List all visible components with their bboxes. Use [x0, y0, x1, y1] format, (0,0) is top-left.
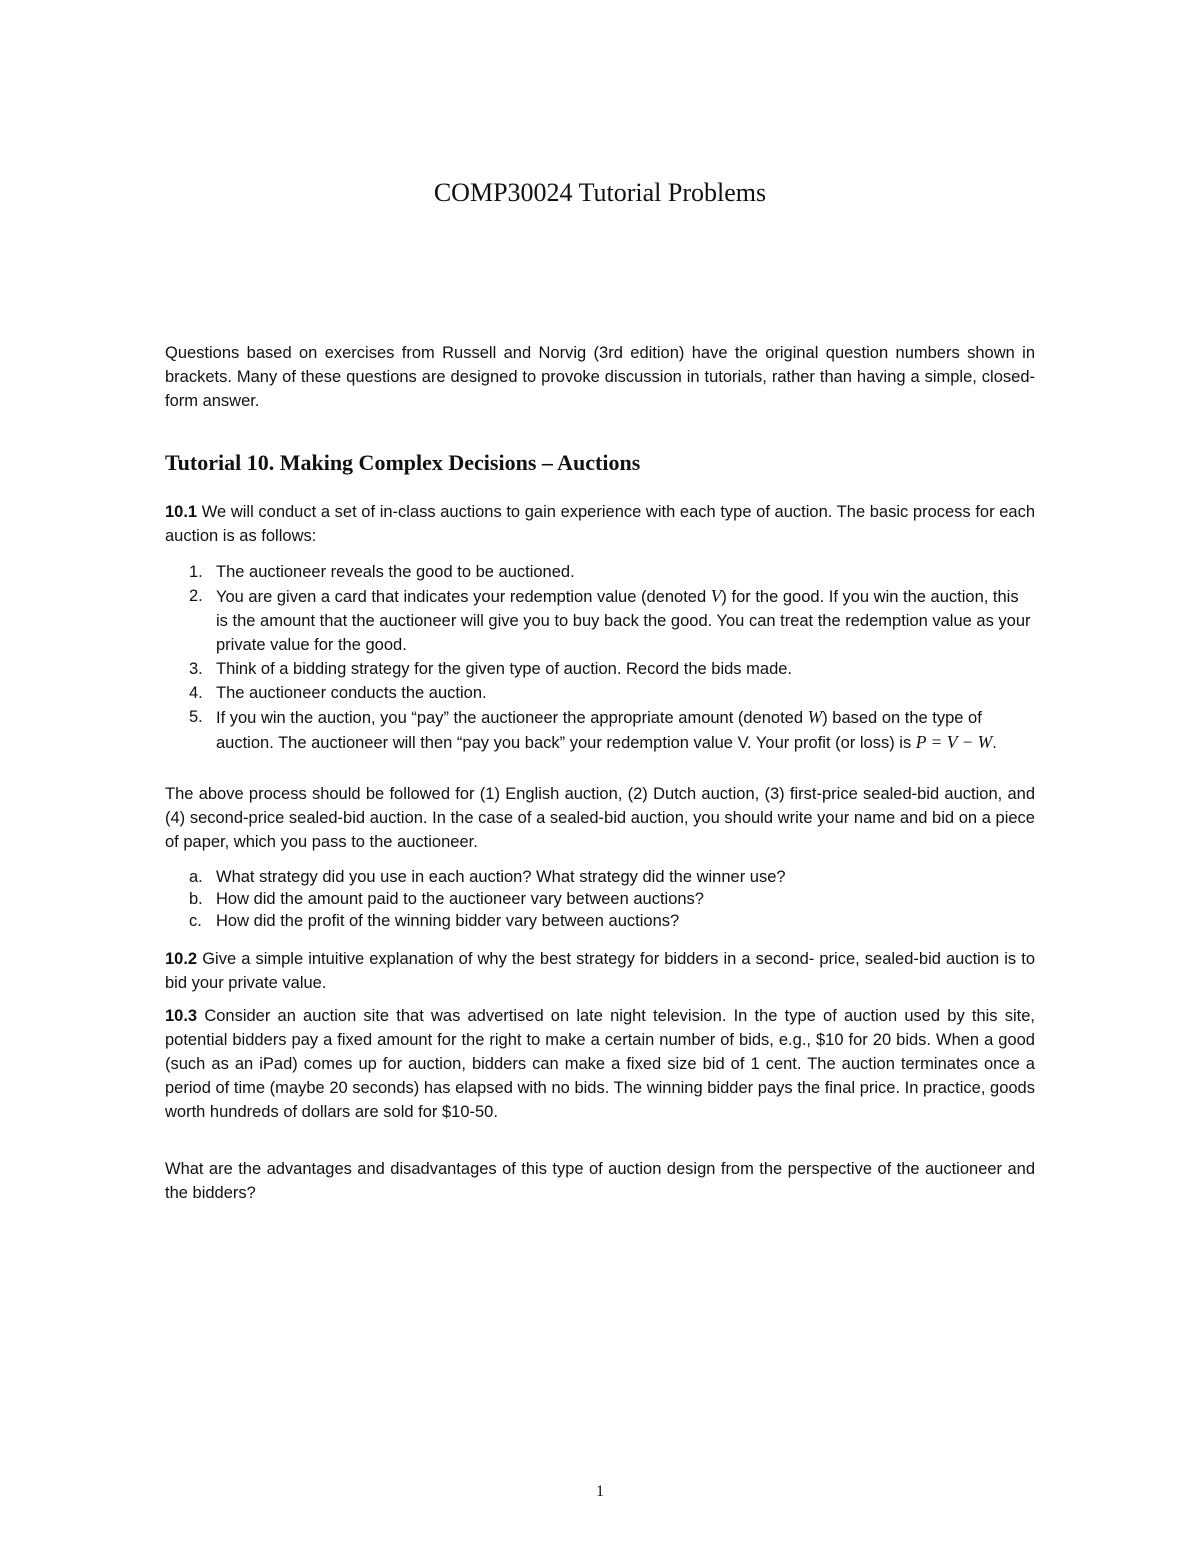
question-number: 10.2 — [165, 950, 198, 968]
question-text: We will conduct a set of in-class auctions to gain experience with each type of auction. The basic process for each auction is as follows: — [165, 503, 1035, 545]
math-symbol: W — [807, 707, 823, 727]
list-item — [165, 888, 1035, 910]
question-10-2 — [165, 947, 1035, 995]
section-heading: Tutorial 10. Making Complex Decisions – Auctions — [165, 450, 641, 475]
subquestion-text: How did the profit of the winning bidder vary between auctions? — [216, 912, 680, 930]
subquestion-text: What strategy did you use in each auction? What strategy did the winner use? — [216, 868, 786, 886]
list-item — [165, 866, 1035, 888]
question-10-3 — [165, 1004, 1035, 1124]
list-item — [165, 657, 1035, 681]
step-text: The auctioneer reveals the good to be auctioned. — [216, 563, 575, 581]
document-title: COMP30024 Tutorial Problems — [433, 178, 767, 207]
question-text: Give a simple intuitive explanation of why the best strategy for bidders in a second- price, sealed-bid auction is to bid your private value. — [165, 950, 1035, 992]
list-marker: c. — [189, 912, 202, 930]
step-text: Think of a bidding strategy for the given type of auction. Record the bids made. — [216, 660, 793, 678]
list-marker: 1. — [189, 563, 203, 581]
intro-paragraph: Questions based on exercises from Russell and Norvig (3rd edition) have the original question numbers shown in brackets. Many of these questions are designed to provoke discussion in tutorials, rather than having a simple, closed-form answer. — [165, 344, 1035, 410]
math-formula: P = V − W — [915, 732, 993, 752]
list-item — [165, 584, 1035, 657]
list-marker: 3. — [189, 660, 203, 678]
list-marker: 2. — [189, 587, 203, 605]
subquestions-list — [165, 866, 1035, 932]
list-item — [165, 705, 1035, 755]
step-text: You are given a card that indicates your redemption value (denoted V) for the good. If you win the auction, this is the amount that the auctioneer will give you to buy back the good. You can treat the redemption value as your private value for the good. — [216, 586, 1031, 654]
question-number: 10.1 — [165, 503, 198, 521]
question-text: Consider an auction site that was advertised on late night television. In the type of auction used by this site, potential bidders pay a fixed amount for the right to make a certain number of bids, e.g., $10 for 20 bids. When a good (such as an iPad) comes up for auction, bidders can make a fixed size bid of 1 cent. The auction terminates once a period of time (maybe 20 seconds) has elapsed with no bids. The winning bidder pays the final price. In practice, goods worth hundreds of dollars are sold for $10-50. — [165, 1007, 1035, 1121]
list-item — [165, 910, 1035, 932]
question-10-3-followup: What are the advantages and disadvantages of this type of auction design from the perspective of the auctioneer and the bidders? — [165, 1160, 1035, 1202]
page-number: 1 — [596, 1483, 604, 1500]
question-number: 10.3 — [165, 1007, 198, 1025]
subquestion-text: How did the amount paid to the auctioneer vary between auctions? — [216, 890, 704, 908]
math-symbol: V — [710, 586, 722, 606]
step-text: The auctioneer conducts the auction. — [216, 684, 487, 702]
list-marker: 4. — [189, 684, 203, 702]
list-marker: a. — [189, 868, 203, 886]
question-10-1 — [165, 500, 1035, 548]
auction-types-paragraph: The above process should be followed for (1) English auction, (2) Dutch auction, (3) first-price sealed-bid auction, and (4) second-price sealed-bid auction. In the case of a sealed-bid auction, you should write your name and bid on a piece of paper, which you pass to the auctioneer. — [165, 785, 1035, 851]
list-item — [165, 681, 1035, 705]
list-marker: 5. — [189, 708, 203, 726]
list-marker: b. — [189, 890, 203, 908]
step-text: If you win the auction, you “pay” the auctioneer the appropriate amount (denoted W) based on the type of auction. The auctioneer will then “pay you back” your redemption value V. Your profit (or loss) is P = V − W. — [216, 707, 997, 752]
process-steps-list — [165, 560, 1035, 755]
list-item — [165, 560, 1035, 584]
